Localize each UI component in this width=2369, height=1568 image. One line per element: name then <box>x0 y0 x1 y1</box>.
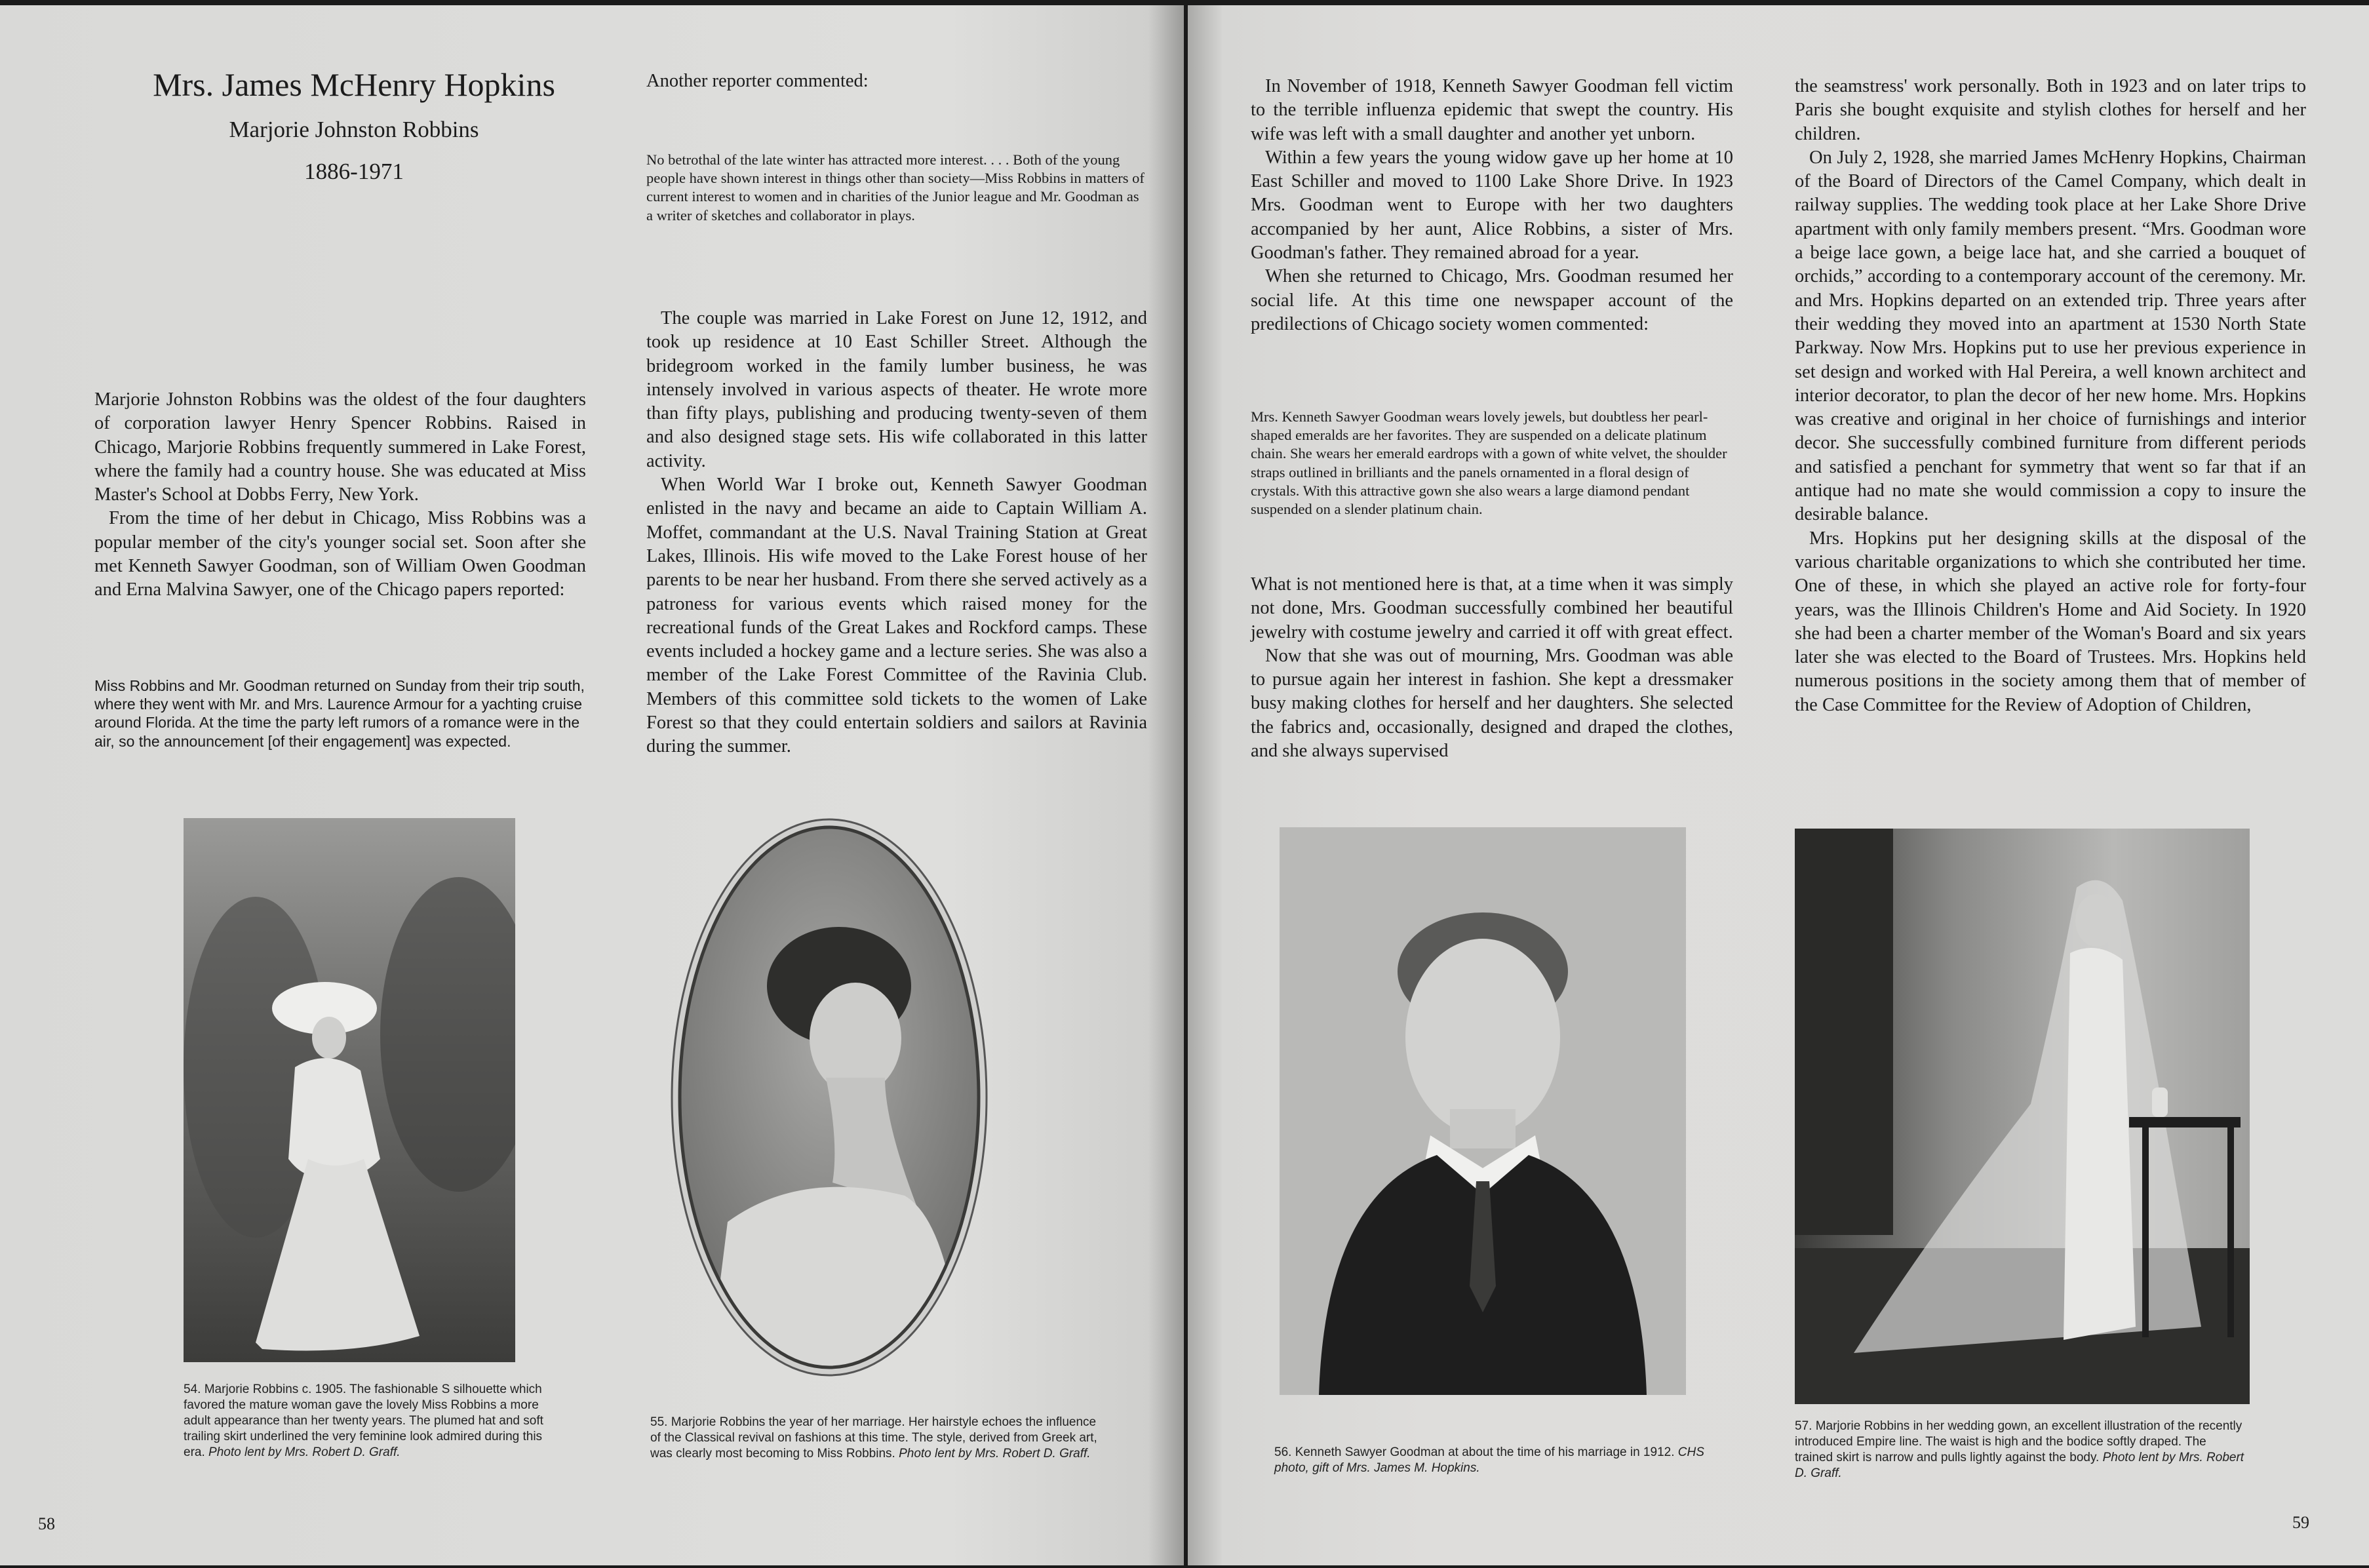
paragraph: The couple was married in Lake Forest on June 12, 1912, and took up residence at 10 East Schiller Street. Although the bridegroom worked in the family lumber business, he was intensely involved in various aspects of theater. He wrote more than fifty plays, publishing and producing twenty-seven of them and also designed stage sets. His wife collaborated in this latter activity. <box>646 308 1147 471</box>
paragraph: On July 2, 1928, she married James McHenry Hopkins, Chairman of the Board of Directors of the Camel Company, which dealt in railway supplies. The wedding took place at her Lake Shore Drive apartment with only family members present. “Mrs. Goodman wore a beige lace gown, a beige lace hat, and she carried a bouquet of orchids,” according to a contemporary account of the ceremony. Mr. and Mrs. Hopkins departed on an extended trip. Three years after their wedding they moved into an apartment at 1530 North State Parkway. Now Mrs. Hopkins put to use her previous experience in set design and worked with Hal Pereira, a well known architect and interior decorator, to plan the decor of her new home. Mrs. Hopkins was creative and original in her choice of furnishings and interior decor. She successfully combined furniture from different periods and satisfied a penchant for symmetry that went so far that if an antique had no mate she would commission a copy to insure the desirable balance. <box>1795 147 2306 525</box>
paragraph: Now that she was out of mourning, Mrs. Goodman was able to pursue again her interest in fashion. She kept a dressmaker busy making clothes for herself and her daughters. She selected the fabrics and, occasionally, designed and draped the clothes, and she always supervised <box>1251 645 1733 762</box>
column-3-quote: Mrs. Kenneth Sawyer Goodman wears lovely jewels, but doubtless her pearl-shaped emeralds are her favorites. They are suspended on a delicate platinum chain. She wears her emerald eardrops with a gown of white velvet, the shoulder straps outlined in brilliants and the panels ornamented in a floral design of crystals. With this attractive gown she also wears a large diamond pendant suspended on a slender platinum chain. <box>1251 408 1727 518</box>
paragraph: In November of 1918, Kenneth Sawyer Goodman fell victim to the terrible influenza epidemic that swept the country. His wife was left with a small daughter and another yet unborn. <box>1251 76 1733 144</box>
paragraph: Mrs. Hopkins put her designing skills at the disposal of the various charitable organizations to which she contributed her time. One of these, in which she played an active role for forty-four years, was the Illinois Children's Home and Aid Society. In 1920 she had been a charter member of the Woman's Board and six years later she was elected to the Board of Trustees. Mrs. Hopkins held numerous positions in the society among them that of member of the Case Committee for the Review of Adoption of Children, <box>1795 528 2306 715</box>
article-title: Mrs. James McHenry Hopkins <box>153 66 555 103</box>
article-subtitle: Marjorie Johnston Robbins <box>229 117 479 142</box>
paragraph: Within a few years the young widow gave up her home at 10 East Schiller and moved to 1100 Lake Shore Drive. In 1923 Mrs. Goodman went to Europe with her two daughters accompanied by her aunt, Alice Robbins, a sister of Mrs. Goodman's father. They remained abroad for a year. <box>1251 147 1733 264</box>
column-2-body <box>646 307 1147 759</box>
page-number-right: 59 <box>2292 1513 2309 1532</box>
paragraph: When World War I broke out, Kenneth Sawyer Goodman enlisted in the navy and became an aide to Captain William A. Moffet, commandant at the U.S. Naval Training Station at Great Lakes, Illinois. His wife moved to the Lake Forest house of her parents to be near her husband. From there she served actively as a patroness for various events which raised money for the recreational funds of the Great Lakes and Rockford camps. These events included a hockey game and a lecture series. She was also a member of the Lake Forest Committee of the Ravinia Club. Members of this committee sold tickets to the women of Lake Forest so that they could entertain soldiers and sailors at Ravinia during the summer. <box>646 475 1147 757</box>
caption-56: 56. Kenneth Sawyer Goodman at about the time of his marriage in 1912. CHS photo, gift of Mrs. James M. Hopkins. <box>1274 1445 1704 1475</box>
paragraph: What is not mentioned here is that, at a time when it was simply not done, Mrs. Goodman successfully combined her beautiful jewelry with costume jewelry and carried it off with great effect. <box>1251 574 1733 642</box>
page-number-left: 58 <box>38 1514 55 1533</box>
photo-56-portrait <box>1280 827 1686 1395</box>
paragraph: the seamstress' work personally. Both in 1923 and on later trips to Paris she bought exquisite and stylish clothes for herself and her children. <box>1795 76 2306 144</box>
column-2-intro: Another reporter commented: <box>646 71 869 91</box>
column-3-body-continued <box>1251 573 1733 763</box>
column-3-body <box>1251 75 1733 336</box>
caption-54: 54. Marjorie Robbins c. 1905. The fashionable S silhouette which favored the mature woman gave the lovely Miss Robbins a more adult appearance than her twenty years. The plumed hat and soft trailing skirt underlined the very feminine look admired during this era. Photo lent by Mrs. Robert D. Graff. <box>184 1382 543 1459</box>
column-1-body <box>94 388 586 602</box>
column-4-body <box>1795 75 2306 717</box>
column-1-quote: Miss Robbins and Mr. Goodman returned on Sunday from their trip south, where they went with Mr. and Mrs. Laurence Armour for a yachting cruise around Florida. At the time the party left rumors of a romance were in the air, so the announcement [of their engagement] was expected. <box>94 677 585 750</box>
left-page <box>0 5 1184 1565</box>
caption-57: 57. Marjorie Robbins in her wedding gown, an excellent illustration of the recently introduced Empire line. The waist is high and the bodice softly draped. The trained skirt is narrow and pulls lightly against the body. Photo lent by Mrs. Robert D. Graff. <box>1795 1419 2244 1480</box>
paragraph: When she returned to Chicago, Mrs. Goodman resumed her social life. At this time one newspaper account of the predilections of Chicago society women commented: <box>1251 266 1733 334</box>
paragraph: From the time of her debut in Chicago, Miss Robbins was a popular member of the city's younger social set. Soon after she met Kenneth Sawyer Goodman, son of William Owen Goodman and Erna Malvina Sawyer, one of the Chicago papers reported: <box>94 508 586 600</box>
photo-55-oval-portrait <box>669 815 990 1379</box>
column-2-quote: No betrothal of the late winter has attracted more interest. . . . Both of the young people have shown interest in things other than society—Miss Robbins in matters of current interest to women and in charities of the Junior league and Mr. Goodman as a writer of sketches and collaborator in plays. <box>646 151 1145 224</box>
caption-55: 55. Marjorie Robbins the year of her marriage. Her hairstyle echoes the influence of the Classical revival on fashions at this time. The style, derived from Greek art, was clearly most becoming to Miss Robbins. Photo lent by Mrs. Robert D. Graff. <box>650 1415 1097 1460</box>
photo-54-portrait <box>184 818 515 1362</box>
right-page <box>1188 5 2369 1565</box>
photo-57-wedding-gown <box>1795 829 2250 1404</box>
article-dates: 1886-1971 <box>304 159 404 184</box>
paragraph: Marjorie Johnston Robbins was the oldest of the four daughters of corporation lawyer Henry Spencer Robbins. Raised in Chicago, Marjorie Robbins frequently summered in Lake Forest, where the family had a country house. She was educated at Miss Master's School at Dobbs Ferry, New York. <box>94 389 586 505</box>
